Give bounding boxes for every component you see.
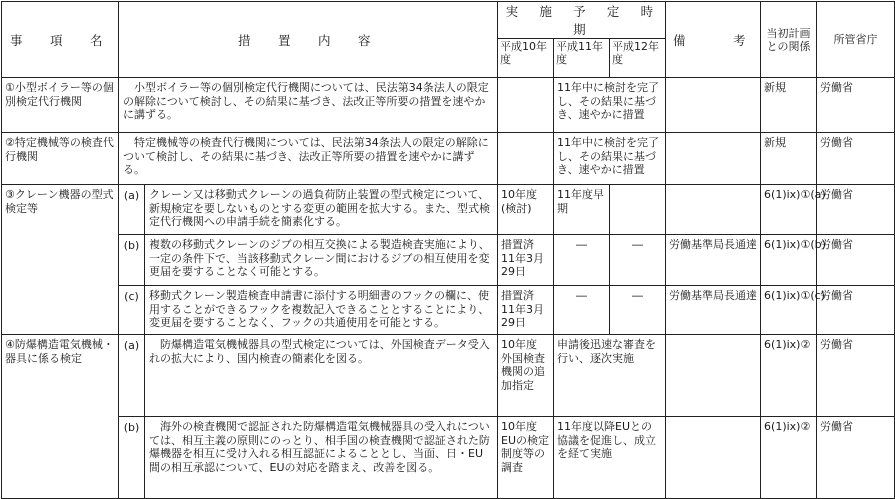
schedule-h12: ― [610, 286, 666, 335]
relation: 新規 [761, 133, 817, 185]
schedule-h11: ― [554, 286, 610, 335]
schedule-h10: 措置済 11年3月29日 [498, 235, 554, 286]
item-name: ③クレーン機器の型式検定等 [2, 185, 119, 335]
header-h11: 平成11年度 [554, 39, 610, 78]
schedule-h10: 措置済 11年3月29日 [498, 286, 554, 335]
item-name: ②特定機械等の検査代行機関 [2, 133, 119, 185]
table-row [2, 78, 895, 133]
item-name: ④防爆構造電気機械・器具に係る検定 [2, 335, 119, 499]
remarks [666, 133, 761, 185]
item-name: ①小型ボイラー等の個別検定代行機関 [2, 78, 119, 133]
header-schedule: 実 施 予 定 時 期 [498, 2, 666, 39]
sub-item-label: (b) [119, 417, 145, 499]
remarks: 労働基準局長通達 [666, 235, 761, 286]
header-ministry: 所管省庁 [817, 2, 895, 78]
sub-item-label: (b) [119, 235, 145, 286]
schedule-h10 [498, 78, 554, 133]
schedule-h10: 10年度 EUの検定制度等の調査 [498, 417, 554, 499]
table-row [2, 286, 895, 335]
schedule-h10: 10年度 外国検査機関の追加指定 [498, 335, 554, 417]
ministry: 労働省 [817, 235, 895, 286]
header-h10: 平成10年度 [498, 39, 554, 78]
schedule-h11: 申請後迅速な審査を行い、逐次実施 [554, 335, 666, 417]
schedule-h11: 11年中に検討を完了し、その結果に基づき、速やかに措置 [554, 133, 666, 185]
schedule-h12 [610, 185, 666, 235]
sub-item-label: (a) [119, 335, 145, 417]
remarks [666, 78, 761, 133]
table-row [2, 417, 895, 499]
ministry: 労働省 [817, 133, 895, 185]
sub-item-label: (c) [119, 286, 145, 335]
schedule-h12: ― [610, 235, 666, 286]
remarks: 労働基準局長通達 [666, 286, 761, 335]
relation: 6(1)ix)② [761, 417, 817, 499]
ministry: 労働省 [817, 78, 895, 133]
remarks [666, 417, 761, 499]
schedule-h10 [498, 133, 554, 185]
remarks [666, 185, 761, 235]
sub-item-label: (a) [119, 185, 145, 235]
table-row [2, 235, 895, 286]
measure-text: 小型ボイラー等の個別検定代行機関については、民法第34条法人の限定の解除について検討し、その結果に基づき、法改正等所要の措置を速やかに講ずる。 [119, 78, 498, 133]
remarks [666, 335, 761, 417]
header-h12: 平成12年度 [610, 39, 666, 78]
table-row [2, 185, 895, 235]
header-item-name: 事 項 名 [2, 2, 119, 78]
ministry: 労働省 [817, 335, 895, 417]
ministry: 労働省 [817, 286, 895, 335]
relation: 新規 [761, 78, 817, 133]
schedule-h11: 11年中に検討を完了し、その結果に基づき、速やかに措置 [554, 78, 666, 133]
header-measures: 措 置 内 容 [119, 2, 498, 78]
schedule-h11: 11年度以降EUとの協議を促進し、成立を経て実施 [554, 417, 666, 499]
relation: 6(1)ix)①(a) [761, 185, 817, 235]
measure-text: 防爆構造電気機械器具の型式検定については、外国検査データ受入れの拡大により、国内検査の簡素化を図る。 [145, 335, 498, 417]
relation: 6(1)ix)② [761, 335, 817, 417]
measure-text: 複数の移動式クレーンのジブの相互交換による製造検査実施により、一定の条件下で、当該移動式クレーン間におけるジブの相互使用を変更届を要することなく可能とする。 [145, 235, 498, 286]
header-remarks: 備 考 [666, 2, 761, 78]
header-relation: 当初計画との関係 [761, 2, 817, 78]
table-row [2, 335, 895, 417]
schedule-h11: ― [554, 235, 610, 286]
table-row [2, 133, 895, 185]
relation: 6(1)ix)①(c) [761, 286, 817, 335]
measure-text: 移動式クレーン製造検査申請書に添付する明細書のフックの欄に、使用することができるフックを複数記入できることとすることにより、変更届を要することなく、フックの共通使用を可能とする。 [145, 286, 498, 335]
measures-table [1, 1, 895, 499]
measure-text: 特定機械等の検査代行機関については、民法第34条法人の限定の解除について検討し、その結果に基づき、法改正等所要の措置を速やかに講ずる。 [119, 133, 498, 185]
measure-text: 海外の検査機関で認証された防爆構造電気機械器具の受入れについては、相互主義の原則にのっとり、相手国の検査機関で認証された防爆機器を相互に受け入れる相互認証によることとし、当面、日・EU間の相互承認について、EUの対応を踏まえ、改善を図る。 [145, 417, 498, 499]
measure-text: クレーン又は移動式クレーンの過負荷防止装置の型式検定について、新規検定を要しないものとする変更の範囲を拡大する。また、型式検定代行機関への申請手続を簡素化する。 [145, 185, 498, 235]
schedule-h10: 10年度(検討) [498, 185, 554, 235]
schedule-h11: 11年度早期 [554, 185, 610, 235]
ministry: 労働省 [817, 417, 895, 499]
relation: 6(1)ix)①(b) [761, 235, 817, 286]
ministry: 労働省 [817, 185, 895, 235]
